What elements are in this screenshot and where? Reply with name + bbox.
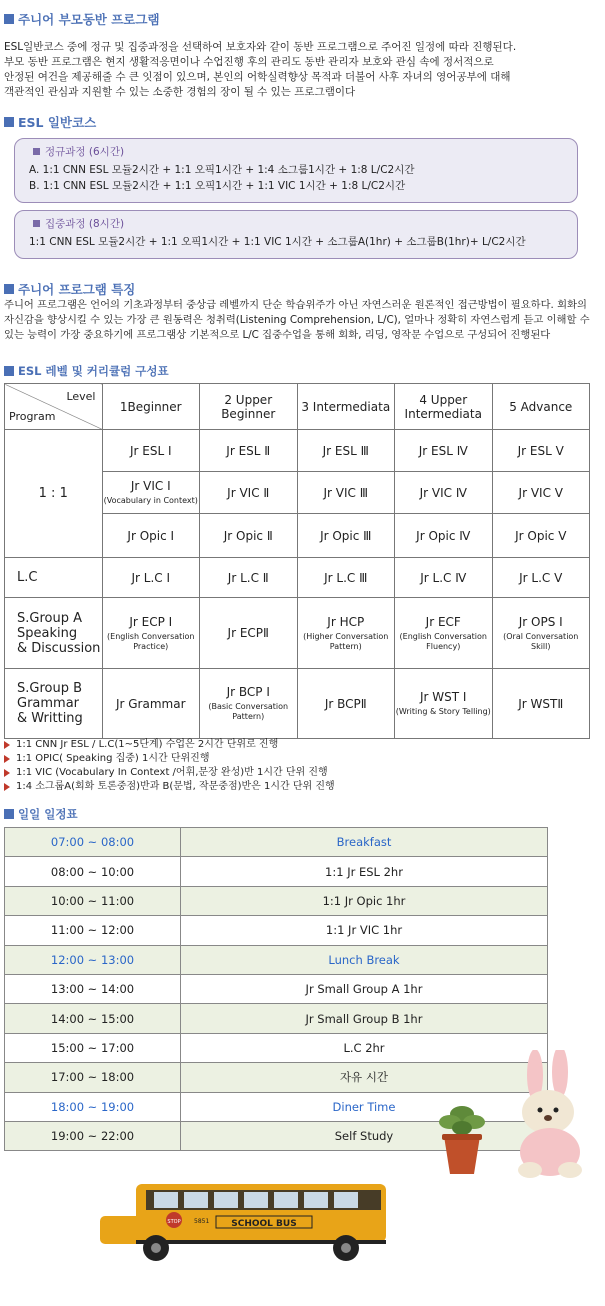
cell: Jr HCP (Higher Conversation Pattern) — [297, 598, 395, 669]
col-header: 1Beginner — [102, 384, 200, 430]
note-item: 1:1 VIC (Vocabulary In Context /어휘,문장 완성)반 1시간 단위 진행 — [4, 766, 335, 780]
curriculum-title: ESL 레벨 및 커리큘럼 구성표 — [4, 363, 169, 379]
schedule-time: 08:00 ~ 10:00 — [5, 857, 181, 886]
cell: Jr Grammar — [102, 669, 200, 739]
schedule-row — [5, 828, 548, 857]
schedule-row — [5, 945, 548, 974]
cell: Jr WST Ⅰ (Writing & Story Telling) — [395, 669, 493, 739]
cell: Jr ECP Ⅰ (English Conversation Practice) — [102, 598, 200, 669]
cell: Jr ESL Ⅲ — [297, 430, 395, 472]
schedule-row — [5, 857, 548, 886]
features-title: 주니어 프로그램 특징 — [4, 280, 135, 298]
regular-course-label: 정규과정 (6시간) — [29, 144, 563, 159]
cell: Jr WSTⅡ — [492, 669, 590, 739]
schedule-row — [5, 974, 548, 1003]
schedule-activity: L.C 2hr — [181, 1033, 548, 1062]
col-header: 5 Advance — [492, 384, 590, 430]
schedule-activity: 1:1 Jr Opic 1hr — [181, 886, 548, 915]
schedule-row — [5, 1063, 548, 1092]
cell: Jr L.C Ⅲ — [297, 558, 395, 598]
cell: Jr ESL Ⅰ — [102, 430, 200, 472]
note-item: 1:4 소그룹A(회화 토론중점)반과 B(문법, 작문중점)반은 1시간 단위 진행 — [4, 780, 335, 794]
cell: Jr Opic Ⅰ — [102, 514, 200, 558]
schedule-time: 11:00 ~ 12:00 — [5, 916, 181, 945]
features-text: 주니어 프로그램은 언어의 기초과정부터 중상급 레벨까지 단순 학습위주가 아닌 자연스러운 원론적인 접근방법이 필요하다. 회화의 자신감을 향상시킬 수 있는 가장 큰 원동력은 청취력(Listening Comprehension, L/C), 얼마나 정확히 자연스럽게 듣고 이해할 수 있는 능력이 가장 중요하기에 프로그램상 기본적으로 L/C 집중수업을 통해 회화, 리딩, 영작문 수업으로 구성되어 진행된다 — [4, 299, 590, 341]
cell: Jr L.C Ⅱ — [200, 558, 298, 598]
esl-course-title: ESL 일반코스 — [4, 113, 96, 131]
parent-program-title: 주니어 부모동반 프로그램 — [4, 10, 160, 28]
cell: Jr ECPⅡ — [200, 598, 298, 669]
note-item: 1:1 OPIC( Speaking 집중) 1시간 단위진행 — [4, 752, 335, 766]
schedule-time: 15:00 ~ 17:00 — [5, 1033, 181, 1062]
col-header: 3 Intermediata — [297, 384, 395, 430]
regular-course-box — [14, 138, 578, 203]
cell: Jr ESL Ⅴ — [492, 430, 590, 472]
cell: Jr BCPⅡ — [297, 669, 395, 739]
curriculum-notes — [4, 738, 335, 794]
regular-course-b: B. 1:1 CNN ESL 모듈2시간 + 1:1 오픽1시간 + 1:1 VIC 1시간 + 1:8 L/C2시간 — [29, 180, 406, 192]
schedule-title: 일일 일정표 — [4, 806, 78, 822]
schedule-time: 18:00 ~ 19:00 — [5, 1092, 181, 1121]
cell: Jr VIC Ⅱ — [200, 472, 298, 514]
schedule-time: 12:00 ~ 13:00 — [5, 945, 181, 974]
col-header: 2 Upper Beginner — [200, 384, 298, 430]
schedule-time: 19:00 ~ 22:00 — [5, 1121, 181, 1150]
intensive-course-box — [14, 210, 578, 259]
schedule-activity: Self Study — [181, 1121, 548, 1150]
cell: Jr Opic Ⅲ — [297, 514, 395, 558]
schedule-time: 14:00 ~ 15:00 — [5, 1004, 181, 1033]
intensive-course-label: 집중과정 (8시간) — [29, 216, 563, 231]
arrow-icon — [4, 783, 10, 791]
schedule-activity: Diner Time — [181, 1092, 548, 1121]
cell: Jr Opic Ⅱ — [200, 514, 298, 558]
schedule-time: 07:00 ~ 08:00 — [5, 828, 181, 857]
schedule-row — [5, 916, 548, 945]
row-header-group-b: S.Group B Grammar & Writting — [5, 669, 103, 739]
schedule-row — [5, 1004, 548, 1033]
schedule-row — [5, 886, 548, 915]
row-header-group-a: S.Group A Speaking & Discussion — [5, 598, 103, 669]
schedule-activity: Jr Small Group A 1hr — [181, 974, 548, 1003]
cell: Jr VIC Ⅴ — [492, 472, 590, 514]
cell: Jr VIC Ⅰ (Vocabulary in Context) — [102, 472, 200, 514]
arrow-icon — [4, 741, 10, 749]
row-header-1on1: 1 : 1 — [5, 430, 103, 558]
row-header-lc: L.C — [5, 558, 103, 598]
parent-program-text: ESL일반코스 중에 정규 및 집중과정을 선택하여 보호자와 같이 동반 프로그램으로 주어진 일정에 따라 진행된다. 부모 동반 프로그램은 현지 생활적응면이나 수업진행 후의 관리도 동반 관리자 보호와 관심 속에 정서적으로 안정된 여건을 제공해줄 수 큰 잇점이 있으며, 본인의 어학실력향상 목적과 더불어 사후 자녀의 영어공부에 대해 객관적인 관심과 지원할 수 있는 소중한 경험의 장이 될 수 있는 프로그램이다 — [4, 41, 517, 98]
curriculum-table — [4, 383, 590, 739]
cell: Jr BCP Ⅰ (Basic Conversation Pattern) — [200, 669, 298, 739]
bus-number: 5851 — [194, 1218, 210, 1225]
schedule-activity: 1:1 Jr ESL 2hr — [181, 857, 548, 886]
cell: Jr L.C Ⅳ — [395, 558, 493, 598]
bunny-toy-image — [500, 1050, 600, 1180]
schedule-activity: Breakfast — [181, 828, 548, 857]
arrow-icon — [4, 769, 10, 777]
cell: Jr OPS Ⅰ (Oral Conversation Skill) — [492, 598, 590, 669]
cell: Jr VIC Ⅳ — [395, 472, 493, 514]
school-bus-image — [96, 1170, 396, 1270]
cell: Jr ECF (English Conversation Fluency) — [395, 598, 493, 669]
col-header: 4 Upper Intermediata — [395, 384, 493, 430]
level-program-header: Level Program — [5, 384, 103, 430]
schedule-activity: 1:1 Jr VIC 1hr — [181, 916, 548, 945]
intensive-course-a: 1:1 CNN ESL 모듈2시간 + 1:1 오픽1시간 + 1:1 VIC 1시간 + 소그룹A(1hr) + 소그룹B(1hr)+ L/C2시간 — [29, 236, 526, 248]
schedule-activity: 자유 시간 — [181, 1063, 548, 1092]
bus-label: SCHOOL BUS — [231, 1219, 297, 1229]
schedule-time: 10:00 ~ 11:00 — [5, 886, 181, 915]
schedule-row — [5, 1033, 548, 1062]
stop-sign-label: STOP — [167, 1219, 181, 1225]
cell: Jr L.C Ⅴ — [492, 558, 590, 598]
cell: Jr Opic Ⅳ — [395, 514, 493, 558]
schedule-time: 13:00 ~ 14:00 — [5, 974, 181, 1003]
potted-plant-image — [432, 1092, 492, 1182]
cell: Jr ESL Ⅱ — [200, 430, 298, 472]
cell: Jr Opic Ⅴ — [492, 514, 590, 558]
schedule-activity: Jr Small Group B 1hr — [181, 1004, 548, 1033]
cell: Jr L.C Ⅰ — [102, 558, 200, 598]
cell: Jr ESL Ⅳ — [395, 430, 493, 472]
note-item: 1:1 CNN Jr ESL / L.C(1~5단계) 수업은 2시간 단위로 진행 — [4, 738, 335, 752]
regular-course-a: A. 1:1 CNN ESL 모듈2시간 + 1:1 오픽1시간 + 1:4 소그룹1시간 + 1:8 L/C2시간 — [29, 164, 415, 176]
arrow-icon — [4, 755, 10, 763]
cell: Jr VIC Ⅲ — [297, 472, 395, 514]
schedule-time: 17:00 ~ 18:00 — [5, 1063, 181, 1092]
schedule-activity: Lunch Break — [181, 945, 548, 974]
